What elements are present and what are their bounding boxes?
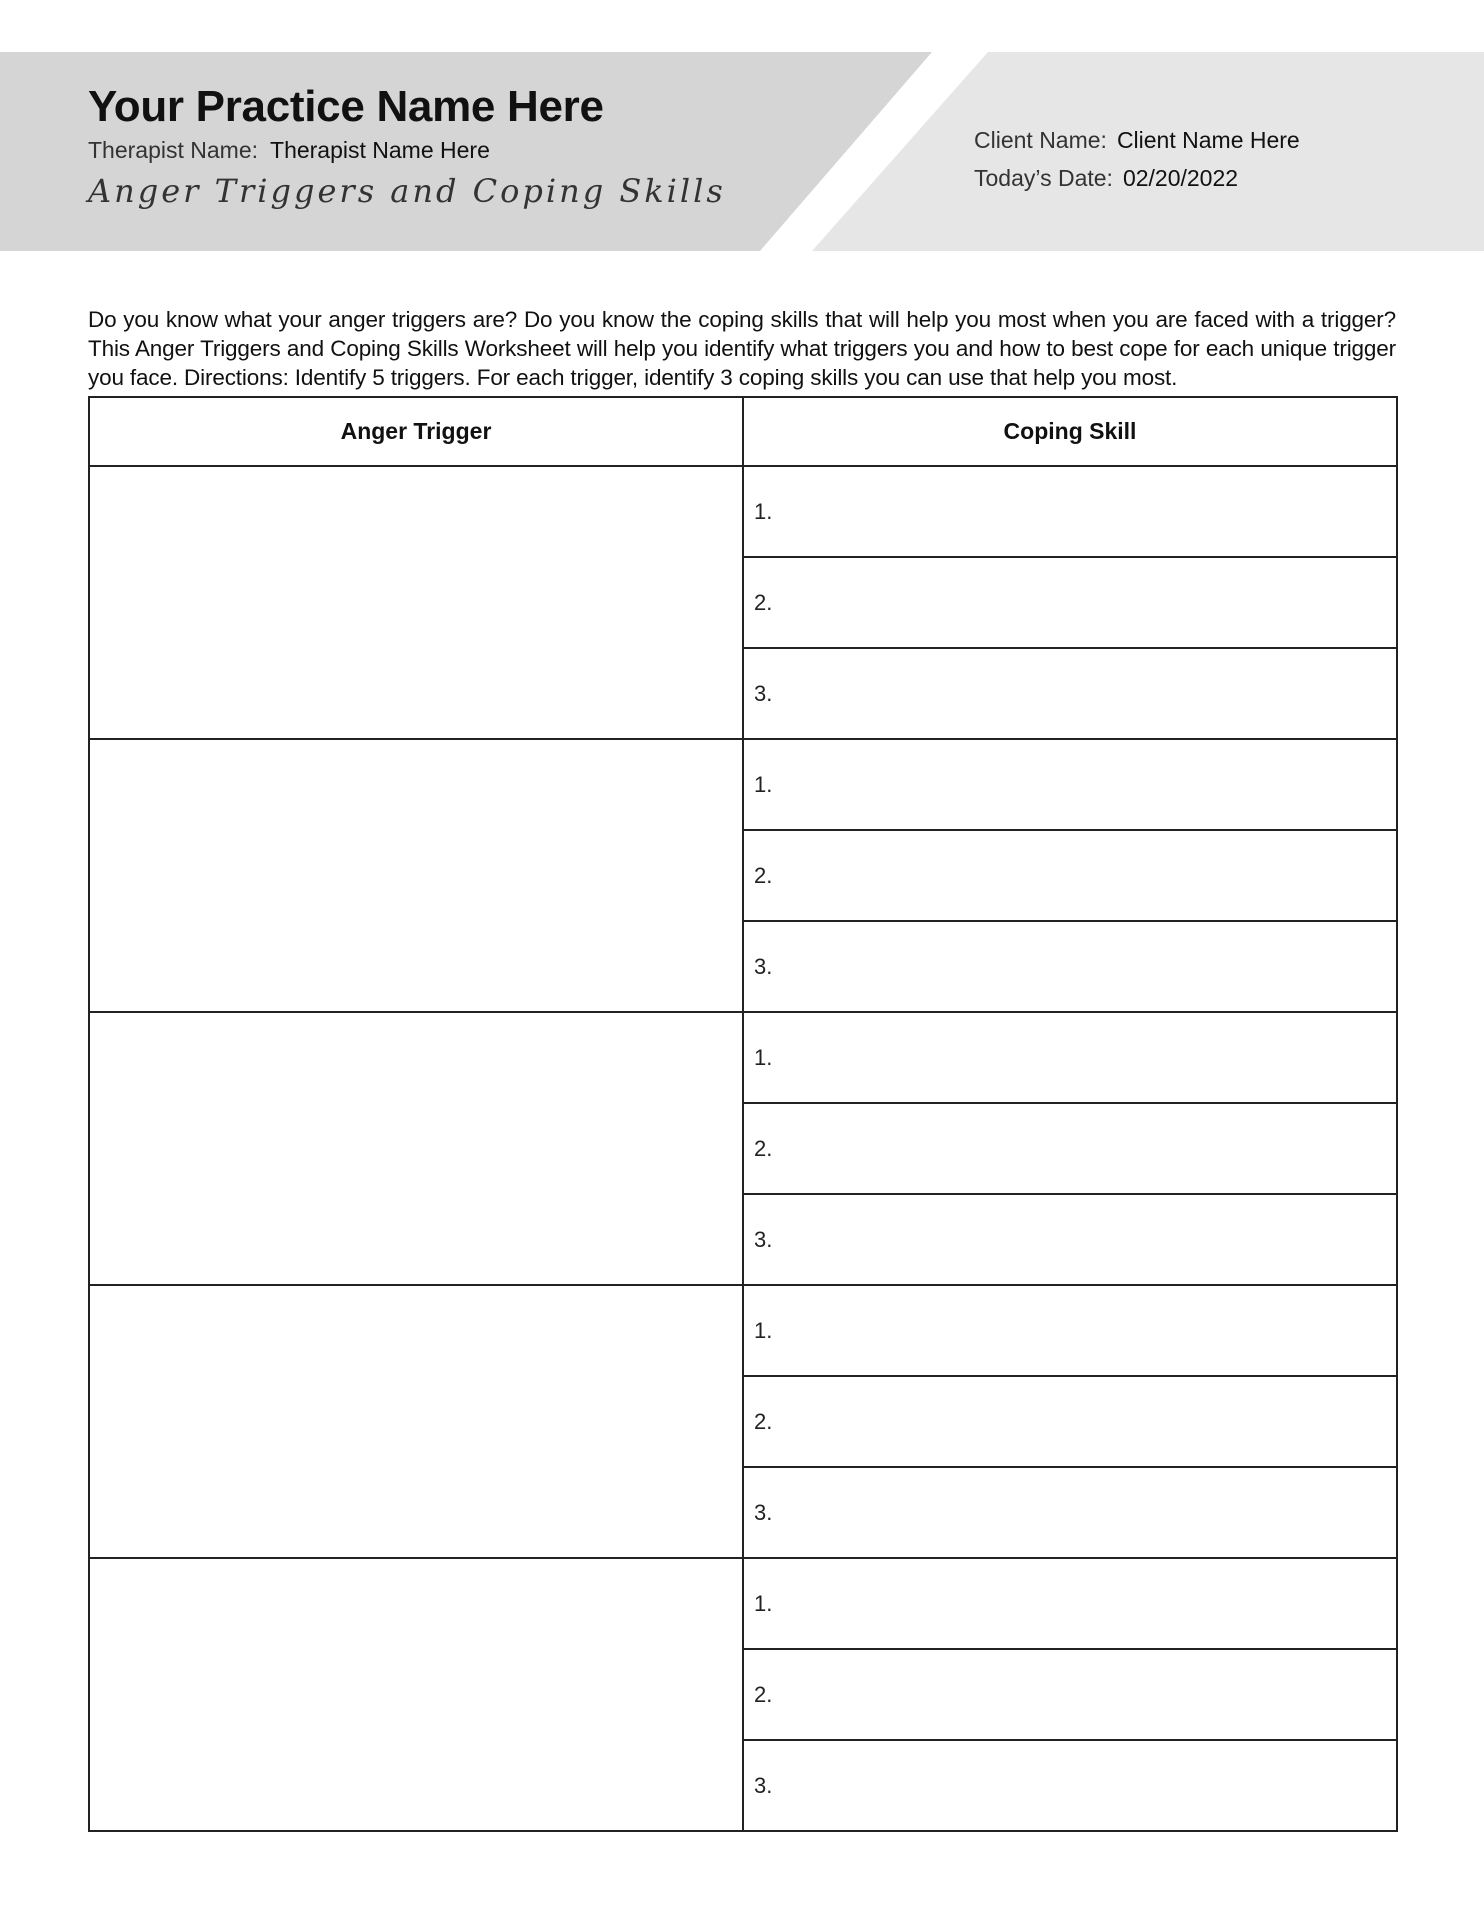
triggers-coping-table <box>88 396 1398 1832</box>
coping-skill-cell[interactable]: 1. <box>743 1012 1397 1103</box>
therapist-name-row <box>88 137 490 164</box>
table-row <box>89 1558 1397 1649</box>
coping-skill-cell[interactable]: 1. <box>743 1558 1397 1649</box>
coping-skill-cell[interactable]: 2. <box>743 830 1397 921</box>
coping-skill-cell[interactable]: 3. <box>743 921 1397 1012</box>
coping-skill-cell[interactable]: 1. <box>743 466 1397 557</box>
intro-paragraph: Do you know what your anger triggers are? Do you know the coping skills that will help you most when you are faced with a trigger? This Anger Triggers and Coping Skills Worksheet will help you identify what triggers you and how to best cope for each unique trigger you face. Directions: Identify 5 triggers. For each trigger, identify 3 coping skills you can use that help you most. <box>88 306 1396 390</box>
trigger-cell-2[interactable] <box>89 739 743 1012</box>
trigger-cell-5[interactable] <box>89 1558 743 1831</box>
coping-skill-cell[interactable]: 3. <box>743 648 1397 739</box>
worksheet-title: Anger Triggers and Coping Skills <box>88 172 726 210</box>
todays-date-row <box>974 165 1238 192</box>
trigger-cell-1[interactable] <box>89 466 743 739</box>
client-name-label: Client Name: <box>974 127 1107 153</box>
table-row <box>89 739 1397 830</box>
coping-skill-cell[interactable]: 2. <box>743 1376 1397 1467</box>
therapist-name-value[interactable]: Therapist Name Here <box>270 137 490 163</box>
table-header-row <box>89 397 1397 466</box>
table-row <box>89 466 1397 557</box>
todays-date-label: Today’s Date: <box>974 165 1113 191</box>
coping-skill-cell[interactable]: 2. <box>743 557 1397 648</box>
coping-skill-cell[interactable]: 2. <box>743 1103 1397 1194</box>
table-row <box>89 1285 1397 1376</box>
therapist-name-label: Therapist Name: <box>88 137 259 163</box>
client-name-value[interactable]: Client Name Here <box>1116 127 1300 153</box>
trigger-cell-4[interactable] <box>89 1285 743 1558</box>
column-header-coping-skill: Coping Skill <box>743 397 1397 466</box>
coping-skill-cell[interactable]: 1. <box>743 739 1397 830</box>
practice-name: Your Practice Name Here <box>88 82 604 131</box>
table-row <box>89 1012 1397 1103</box>
todays-date-value[interactable]: 02/20/2022 <box>1122 165 1239 191</box>
coping-skill-cell[interactable]: 1. <box>743 1285 1397 1376</box>
coping-skill-cell[interactable]: 2. <box>743 1649 1397 1740</box>
client-name-row <box>974 127 1300 154</box>
column-header-anger-trigger: Anger Trigger <box>89 397 743 466</box>
coping-skill-cell[interactable]: 3. <box>743 1194 1397 1285</box>
trigger-cell-3[interactable] <box>89 1012 743 1285</box>
coping-skill-cell[interactable]: 3. <box>743 1467 1397 1558</box>
coping-skill-cell[interactable]: 3. <box>743 1740 1397 1831</box>
